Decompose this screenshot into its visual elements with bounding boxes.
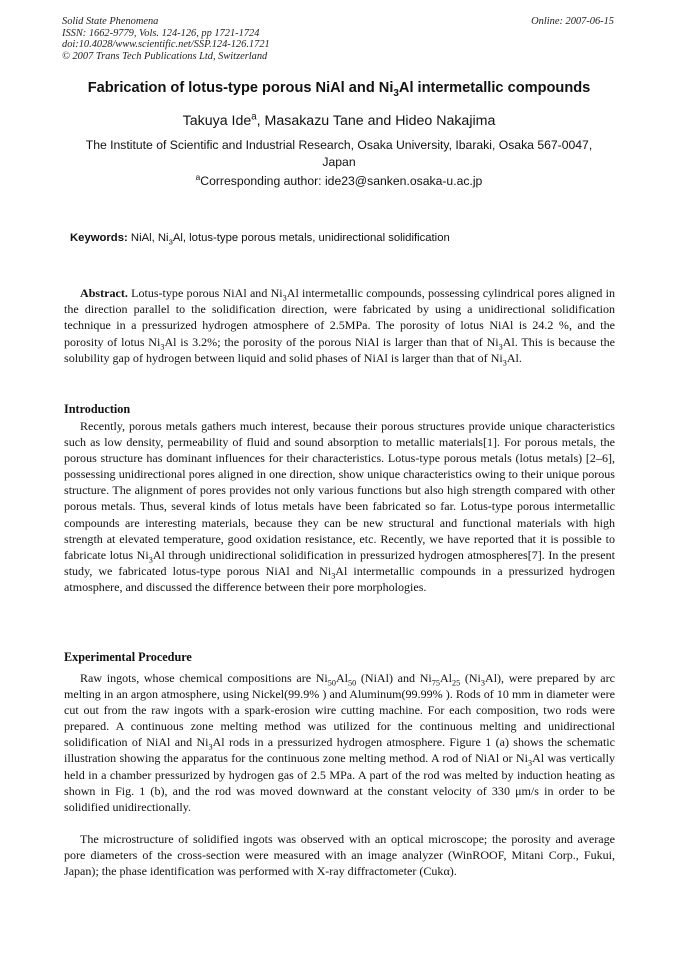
- introduction-heading: Introduction: [64, 402, 131, 416]
- exp-subscript: 3: [527, 758, 533, 768]
- intro-text: Recently, porous metals gathers much interest, because their porous structures provide unique characteristics such as low density, permeability of fluid and sound absorption to metallic materials[1]. For porous metals, the porous structure has dominant influences for their characteristics. Lotus-type porous metals (lotus metals) [2–6], possessing unidirectional pores aligned in one direction, show unique characteristics owing to their unique porous structure. The alignment of pores provides not only various functions but also high strength compared with other porous metals. Thus, several kinds of lotus metals have been fabricated so far. Lotus-type porous intermetallic compounds are interesting materials, because they can be new structural and functional materials with high strength at elevated temperature, good oxidation resistance, etc. Recently, we have reported that it is possible to fabricate lotus Ni: [64, 419, 615, 562]
- copyright-line: © 2007 Trans Tech Publications Ltd, Switzerland: [62, 50, 268, 62]
- exp-text: (Ni: [460, 671, 481, 685]
- abstract-subscript: 3: [160, 342, 165, 352]
- abstract-text: Lotus-type porous NiAl and Ni: [127, 286, 283, 300]
- intro-subscript: 3: [148, 555, 153, 565]
- exp-subscript: 75: [431, 678, 440, 688]
- author-others: , Masakazu Tane and Hideo Nakajima: [256, 113, 496, 129]
- experimental-paragraph-2: The microstructure of solidified ingots was observed with an optical microscope; the porosity and average pore diameters of the cross-section were measured with an image analyzer (WinROOF, Mitani Corp., Fukui, Japan); the phase identification was performed with X-ray diffractometer (Cukα).: [64, 832, 615, 879]
- abstract-text: Al.: [506, 350, 522, 365]
- abstract-subscript: 3: [498, 342, 503, 352]
- paper-title: [30, 80, 648, 99]
- intro-text: Al through unidirectional solidification in pressurized hydrogen atmospheres[7]. In the present study, we fabricated lotus-type porous NiAl and Ni: [64, 547, 615, 578]
- keywords-text-end: Al, lotus-type porous metals, unidirectional solidification: [172, 232, 450, 244]
- author-marker: a: [251, 111, 257, 123]
- exp-text: Al: [439, 671, 452, 685]
- exp-text: Al), were prepared by arc melting in an argon atmosphere, using Nickel(99.9% ) and Aluminum(99.99% ). Rods of 10 mm in diameter were cut out from the raw ingots with a spark-erosion wire cutting machine. For each composition, two rods were prepared. A continuous zone melting method was utilized for the continuous melting and unidirectional solidification of NiAl and Ni: [64, 671, 615, 750]
- abstract-text: Al is 3.2%; the porosity of the porous NiAl is larger than that of Ni: [164, 334, 499, 349]
- corr-label: Corresponding author:: [200, 174, 325, 188]
- exp-text: Al: [335, 671, 349, 685]
- exp-text: Raw ingots, whose chemical compositions are Ni: [80, 671, 328, 685]
- intro-text: Al intermetallic compounds in a pressurized hydrogen atmosphere, and discussed the difference between their pore morphologies.: [64, 563, 615, 594]
- online-date: Online: 2007-06-15: [531, 16, 614, 27]
- exp-text: (NiAl) and Ni: [356, 671, 432, 685]
- doi-line: doi:10.4028/www.scientific.net/SSP.124-126.1721: [62, 39, 270, 51]
- title-subscript: 3: [393, 87, 399, 99]
- abstract-subscript: 3: [502, 358, 507, 368]
- experimental-paragraph-1: [64, 670, 615, 815]
- issn-line: ISSN: 1662-9779, Vols. 124-126, pp 1721-1724: [62, 27, 260, 39]
- abstract-label: Abstract.: [80, 286, 128, 300]
- journal-header: [62, 16, 270, 62]
- corr-marker: a: [195, 171, 201, 182]
- experimental-heading: Experimental Procedure: [64, 650, 192, 664]
- abstract: [64, 285, 615, 366]
- abstract-text: Al. This is because the solubility gap of hydrogen between liquid and solid phases of NiAl is larger than that of Ni: [64, 334, 615, 365]
- abstract-text: Al intermetallic compounds, possessing cylindrical pores aligned in the direction parallel to the solidification direction, were fabricated by using a unidirectional solidification technique in a pressurized hydrogen atmosphere of 2.5MPa. The porosity of lotus NiAl is 24.2 %, and the porosity of lotus Ni: [64, 286, 615, 349]
- corr-email[interactable]: ide23@sanken.osaka-u.ac.jp: [324, 174, 483, 188]
- keywords-text: NiAl, Ni: [127, 232, 169, 244]
- exp-subscript: 3: [480, 678, 485, 688]
- exp-subscript: 3: [208, 742, 213, 752]
- exp-text: Al rods in a pressurized hydrogen atmosphere. Figure 1 (a) shows the schematic illustration showing the apparatus for the continuous zone melting method. A rod of NiAl or Ni: [64, 735, 615, 766]
- corresponding-author: [0, 171, 678, 188]
- keywords-label: Keywords:: [70, 232, 128, 244]
- intro-subscript: 3: [331, 571, 336, 581]
- title-text: Fabrication of lotus-type porous NiAl and Ni: [87, 80, 394, 96]
- abstract-subscript: 3: [282, 293, 287, 303]
- keywords: [70, 232, 618, 247]
- exp-subscript: 25: [452, 678, 461, 688]
- affiliation: The Institute of Scientific and Industrial Research, Osaka University, Ibaraki, Osaka 567-0047, Japan: [85, 138, 593, 169]
- exp-subscript: 50: [348, 678, 357, 688]
- introduction-paragraph: [64, 418, 615, 595]
- title-text-end: Al intermetallic compounds: [398, 80, 591, 96]
- exp-text: Al was vertically held in a chamber pressurized by hydrogen gas of 2.5 MPa. A part of the rod was melted by induction heating as shown in Fig. 1 (b), and the rod was moved downward at the constant velocity of 330 μm/s in order to be solidified unidirectionally.: [64, 751, 616, 814]
- journal-name: Solid State Phenomena: [62, 16, 159, 27]
- exp-subscript: 50: [327, 678, 336, 688]
- keywords-subscript: 3: [168, 237, 173, 247]
- author-first: Takuya Ide: [182, 113, 252, 129]
- author-list: [0, 113, 678, 129]
